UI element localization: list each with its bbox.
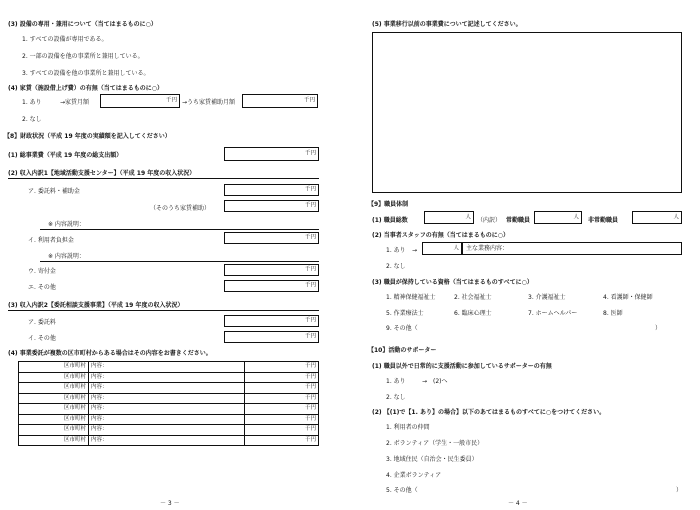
page-number: － 3 － [160,500,180,507]
municipality-content-cell[interactable]: 内容： [89,414,245,425]
income2-input[interactable] [224,331,319,343]
qualification-option[interactable]: 3. 介護福祉士 [528,294,566,301]
arrow: → [412,247,418,254]
municipality-name-cell[interactable]: 区市町村 [19,362,89,373]
supporter-type-other-close: ） [676,487,683,494]
q5-textarea[interactable] [372,32,682,193]
rent-input[interactable] [100,94,180,108]
total-expense-unit: 千円 [304,150,316,157]
qualification-option[interactable]: 7. ホームヘルパー [528,310,578,317]
sec9-q2-title: (2) 当事者スタッフの有無（当てはまるものに○） [372,232,509,239]
income-unit: 千円 [304,202,316,209]
municipality-table [18,361,319,446]
goto-q2: → (2)へ [422,378,448,385]
supporter-type-option[interactable]: 3. 地域住民（自治会・民生委員） [386,456,478,463]
income2-unit: 千円 [304,317,316,324]
qualification-option[interactable]: 5. 作業療法士 [386,310,424,317]
section-9-title: 【9】職員体制 [368,201,409,208]
parttime-input[interactable] [632,211,682,224]
staff-option-1[interactable]: 1. あり [386,247,406,254]
subsidy-unit: 千円 [303,97,315,104]
subsidy-input[interactable] [242,94,318,108]
qualification-other-close: ） [655,325,662,332]
income-unit: 千円 [304,186,316,193]
rent-unit: 千円 [165,97,177,104]
q5-title: (5) 事業移行以前の事業費について記述してください。 [372,21,522,28]
qualification-other[interactable]: 9. その他（ [386,325,418,332]
municipality-content-cell[interactable]: 内容： [89,425,245,436]
municipality-name-cell[interactable]: 区市町村 [19,435,89,446]
municipality-name-cell[interactable]: 区市町村 [19,425,89,436]
income2-row-label: イ. その他 [28,335,56,342]
sec8-q3-title: (3) 収入内訳2【委託相談支援事業】（平成 19 年度の収入状況） [8,302,184,309]
sec8-q4-title: (4) 事業委託が複数の区市町村からある場合はその内容をお書きください。 [8,350,212,357]
municipality-name-cell[interactable]: 区市町村 [19,383,89,394]
municipality-amount-cell[interactable]: 千円 [245,393,319,404]
income-row-label: ウ. 寄付金 [28,268,56,275]
income-input[interactable] [224,264,319,276]
municipality-content-cell[interactable]: 内容： [89,435,245,446]
municipality-row [19,383,319,394]
sec10-q1-title: (1) 職員以外で日常的に支援活動に参加しているサポーターの有無 [372,363,552,370]
municipality-amount-cell[interactable]: 千円 [245,362,319,373]
municipality-amount-cell[interactable]: 千円 [245,425,319,436]
staff-work-label: 主な業務内容： [466,245,509,252]
parttime-unit: 人 [673,214,679,221]
breakdown-label: （内訳） [477,217,502,224]
municipality-amount-cell[interactable]: 千円 [245,372,319,383]
income-row-label: ※ 内容説明： [48,253,85,260]
income-unit: 千円 [304,282,316,289]
page-number: － 4 － [508,500,528,507]
income-row-label: イ. 利用者負担金 [28,237,74,244]
qualification-option[interactable]: 2. 社会福祉士 [454,294,492,301]
section-8-title: 【8】財政状況（平成 19 年度の実績額を記入してください） [4,133,171,140]
municipality-content-cell[interactable]: 内容： [89,393,245,404]
supporter-type-option[interactable]: 2. ボランティア（学生・一般市民） [386,440,484,447]
qualification-option[interactable]: 8. 医師 [603,310,623,317]
q3-title: (3) 設備の専用・兼用について（当てはまるものに○） [8,21,157,28]
sec8-q1-title: (1) 総事業費（平成 19 年度の総支出額） [8,152,123,159]
municipality-row [19,393,319,404]
parttime-label: 非常勤職員 [588,217,619,224]
fulltime-unit: 人 [573,214,579,221]
fulltime-input[interactable] [534,211,582,224]
municipality-name-cell[interactable]: 区市町村 [19,372,89,383]
income-row-label: ア. 委託料・補助金 [28,188,80,195]
q4-option-1[interactable]: 1. あり [22,99,42,106]
divider [40,261,319,262]
municipality-content-cell[interactable]: 内容： [89,404,245,415]
income2-row-label: ア. 委託料 [28,319,56,326]
municipality-content-cell[interactable]: 内容： [89,383,245,394]
staff-count-input[interactable] [422,242,462,255]
divider [8,310,319,311]
total-expense-input[interactable] [224,147,319,161]
municipality-row [19,425,319,436]
q3-option-3[interactable]: 3. すべての設備を他の事業所と兼用している。 [22,70,150,77]
income-input[interactable] [224,184,319,196]
q3-option-2[interactable]: 2. 一部の設備を他の事業所と兼用している。 [22,53,144,60]
municipality-name-cell[interactable]: 区市町村 [19,414,89,425]
divider [8,178,319,179]
rent-label: →家賃月額 [60,99,90,106]
qualification-option[interactable]: 6. 臨床心理士 [454,310,492,317]
municipality-amount-cell[interactable]: 千円 [245,383,319,394]
income2-input[interactable] [224,315,319,327]
q4-option-2[interactable]: 2. なし [22,116,42,123]
municipality-amount-cell[interactable]: 千円 [245,435,319,446]
section-10-title: 【10】活動のサポーター [368,347,437,354]
staff-total-unit: 人 [465,214,471,221]
municipality-amount-cell[interactable]: 千円 [245,404,319,415]
income-row-label: （そのうち家賃補助） [150,205,211,212]
supporter-type-other[interactable]: 5. その他（ [386,487,418,494]
municipality-name-cell[interactable]: 区市町村 [19,393,89,404]
q4-title: (4) 家賃（施設借上げ費）の有無（当てはまるものに○） [8,85,163,92]
staff-total-label: (1) 職員総数 [372,217,408,224]
qualification-option[interactable]: 1. 精神保健福祉士 [386,294,436,301]
page-4 [350,0,700,510]
sec9-q3-title: (3) 職員が保持している資格（当てはまるものすべてに○） [372,279,533,286]
staff-count-unit: 人 [453,245,459,252]
income-unit: 千円 [304,266,316,273]
municipality-row [19,372,319,383]
municipality-row [19,414,319,425]
municipality-row [19,435,319,446]
staff-total-input[interactable] [424,211,474,224]
supporter-type-option[interactable]: 1. 利用者の仲間 [386,424,430,431]
supporter-option-1[interactable]: 1. あり [386,378,406,385]
income-input[interactable] [224,232,319,244]
sec8-q2-title: (2) 収入内訳1【地域活動支援センター】（平成 19 年度の収入状況） [8,170,196,177]
sec10-q2-title: (2) 【(1)で【1. あり】の場合】以下のあてはまるものすべてに○をつけてください。 [372,409,606,416]
municipality-content-cell[interactable]: 内容： [89,362,245,373]
supporter-option-2[interactable]: 2. なし [386,394,406,401]
qualification-option[interactable]: 4. 看護師・保健師 [603,294,653,301]
income-input[interactable] [224,200,319,212]
divider [40,229,319,230]
subsidy-label: →うち家賃補助月額 [182,99,236,106]
staff-work-input[interactable] [462,242,682,255]
supporter-type-option[interactable]: 4. 企業ボランティア [386,472,442,479]
municipality-row [19,404,319,415]
income-unit: 千円 [304,234,316,241]
income-input[interactable] [224,280,319,292]
municipality-row [19,362,319,373]
income-row-label: ※ 内容説明： [48,221,85,228]
staff-option-2[interactable]: 2. なし [386,263,406,270]
income-row-label: エ. その他 [28,284,56,291]
municipality-amount-cell[interactable]: 千円 [245,414,319,425]
fulltime-label: 常勤職員 [506,217,531,224]
income2-unit: 千円 [304,333,316,340]
municipality-content-cell[interactable]: 内容： [89,372,245,383]
q3-option-1[interactable]: 1. すべての設備が専用である。 [22,36,108,43]
municipality-name-cell[interactable]: 区市町村 [19,404,89,415]
